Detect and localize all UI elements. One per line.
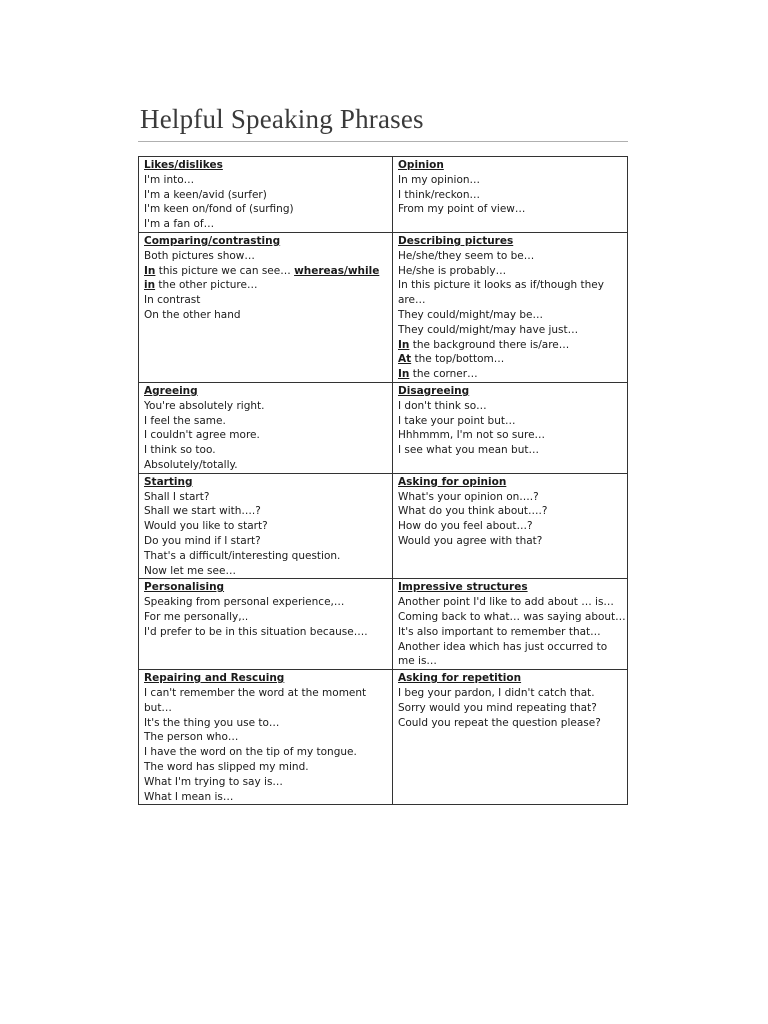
phrase-line: Shall I start?	[144, 490, 210, 503]
table-cell-comparing-contrasting	[139, 233, 393, 383]
phrase-line: What's your opinion on….?	[398, 490, 539, 503]
title-divider	[138, 141, 628, 142]
section-heading: Describing pictures	[398, 235, 514, 247]
table-cell-disagreeing	[393, 383, 628, 474]
section-heading: Comparing/contrasting	[144, 235, 281, 247]
table-row	[139, 383, 628, 474]
phrase-line: I feel the same.	[144, 414, 226, 427]
table-cell-personalising	[139, 579, 393, 670]
table-row	[139, 473, 628, 579]
phrase-line: Could you repeat the question please?	[398, 716, 601, 729]
table-cell-starting	[139, 473, 393, 579]
table-cell-asking-for-opinion	[393, 473, 628, 579]
phrase-line: The person who…	[144, 731, 239, 744]
phrase-line: You're absolutely right.	[144, 399, 265, 412]
phrase-line: I can't remember the word at the moment but…	[144, 686, 367, 714]
phrase-line: What I'm trying to say is…	[144, 775, 283, 788]
phrase-line: I take your point but…	[398, 414, 516, 427]
phrase-line: I'm keen on/fond of (surfing)	[144, 203, 294, 216]
table-cell-repairing-and-rescuing	[139, 670, 393, 805]
emphasis-word: whereas/while	[294, 264, 380, 277]
phrase-line: Sorry would you mind repeating that?	[398, 701, 597, 714]
section-heading: Impressive structures	[398, 581, 528, 594]
phrase-line: They could/might/may be…	[398, 308, 544, 321]
table-cell-opinion	[393, 157, 628, 233]
section-heading: Opinion	[398, 159, 444, 171]
table-cell-impressive-structures	[393, 579, 628, 670]
emphasis-word: In	[398, 338, 410, 351]
phrase-line	[144, 264, 387, 279]
phrase-text: the top/bottom…	[414, 353, 505, 366]
phrase-line: Another point I'd like to add about … is…	[398, 596, 614, 609]
table-cell-describing-pictures	[393, 233, 628, 383]
phrase-line: Speaking from personal experience,…	[144, 596, 345, 609]
phrase-line: I don't think so…	[398, 399, 487, 412]
phrase-line: Both pictures show…	[144, 249, 255, 262]
phrase-line: That's a difficult/interesting question.	[144, 549, 341, 562]
phrase-line: What I mean is…	[144, 790, 234, 803]
phrase-line: I beg your pardon, I didn't catch that.	[398, 686, 595, 699]
phrase-line: I have the word on the tip of my tongue.	[144, 746, 357, 759]
section-heading: Disagreeing	[398, 385, 470, 397]
section-heading: Starting	[144, 475, 193, 488]
phrase-line: From my point of view…	[398, 203, 526, 216]
emphasis-word: in	[144, 279, 156, 292]
phrase-line: He/she/they seem to be…	[398, 249, 535, 262]
phrase-line: For me personally,..	[144, 610, 249, 623]
section-heading: Repairing and Rescuing	[144, 672, 285, 685]
phrase-line: I'm a fan of…	[144, 218, 215, 231]
phrase-line: He/she is probably…	[398, 264, 507, 277]
phrase-line: Coming back to what… was saying about…	[398, 610, 626, 623]
page-title: Helpful Speaking Phrases	[140, 104, 424, 134]
phrase-line: In my opinion…	[398, 173, 481, 186]
section-heading: Agreeing	[144, 385, 198, 397]
phrase-line: Another idea which has just occurred to me is…	[398, 640, 608, 668]
phrase-text: the corner…	[412, 368, 478, 381]
phrase-line	[398, 367, 622, 382]
emphasis-word: In	[398, 368, 410, 381]
phrase-text: the other picture…	[158, 279, 258, 292]
emphasis-word: At	[398, 353, 412, 366]
emphasis-word: In	[144, 264, 156, 277]
table-row	[139, 579, 628, 670]
phrase-line: Do you mind if I start?	[144, 534, 261, 547]
phrase-line	[398, 338, 622, 353]
phrase-text: this picture we can see…	[158, 264, 291, 277]
phrase-line	[144, 278, 387, 293]
phrase-line: How do you feel about…?	[398, 520, 533, 533]
section-heading: Asking for repetition	[398, 672, 522, 685]
phrase-line: The word has slipped my mind.	[144, 760, 309, 773]
section-heading: Likes/dislikes	[144, 159, 223, 171]
phrase-line: Hhhmmm, I'm not so sure…	[398, 429, 546, 442]
phrase-line: It's the thing you use to…	[144, 716, 280, 729]
table-row	[139, 670, 628, 805]
phrase-line: Would you agree with that?	[398, 534, 543, 547]
phrase-line: In this picture it looks as if/though they are…	[398, 279, 604, 307]
phrase-line: I'm a keen/avid (surfer)	[144, 188, 267, 201]
phrase-line: It's also important to remember that…	[398, 625, 601, 638]
phrases-table	[138, 156, 628, 805]
section-heading: Asking for opinion	[398, 475, 507, 488]
table-cell-likes-dislikes	[139, 157, 393, 233]
phrase-line	[398, 352, 622, 367]
table-cell-asking-for-repetition	[393, 670, 628, 805]
phrase-line: Absolutely/totally.	[144, 458, 238, 471]
phrase-line: On the other hand	[144, 308, 241, 321]
phrase-line: I think so too.	[144, 444, 216, 457]
phrase-line: I'm into…	[144, 173, 195, 186]
table-row	[139, 233, 628, 383]
phrase-text: the background there is/are…	[412, 338, 570, 351]
phrase-line: What do you think about….?	[398, 505, 548, 518]
phrase-line: I see what you mean but…	[398, 444, 539, 457]
phrase-line: Now let me see…	[144, 564, 236, 577]
phrase-line: Would you like to start?	[144, 520, 268, 533]
phrase-line: Shall we start with….?	[144, 505, 261, 518]
phrase-line: I think/reckon…	[398, 188, 481, 201]
table-row	[139, 157, 628, 233]
table-cell-agreeing	[139, 383, 393, 474]
phrase-line: In contrast	[144, 294, 201, 307]
phrase-line: They could/might/may have just…	[398, 323, 579, 336]
section-heading: Personalising	[144, 581, 225, 594]
phrase-line: I'd prefer to be in this situation because….	[144, 625, 368, 638]
phrase-line: I couldn't agree more.	[144, 429, 260, 442]
